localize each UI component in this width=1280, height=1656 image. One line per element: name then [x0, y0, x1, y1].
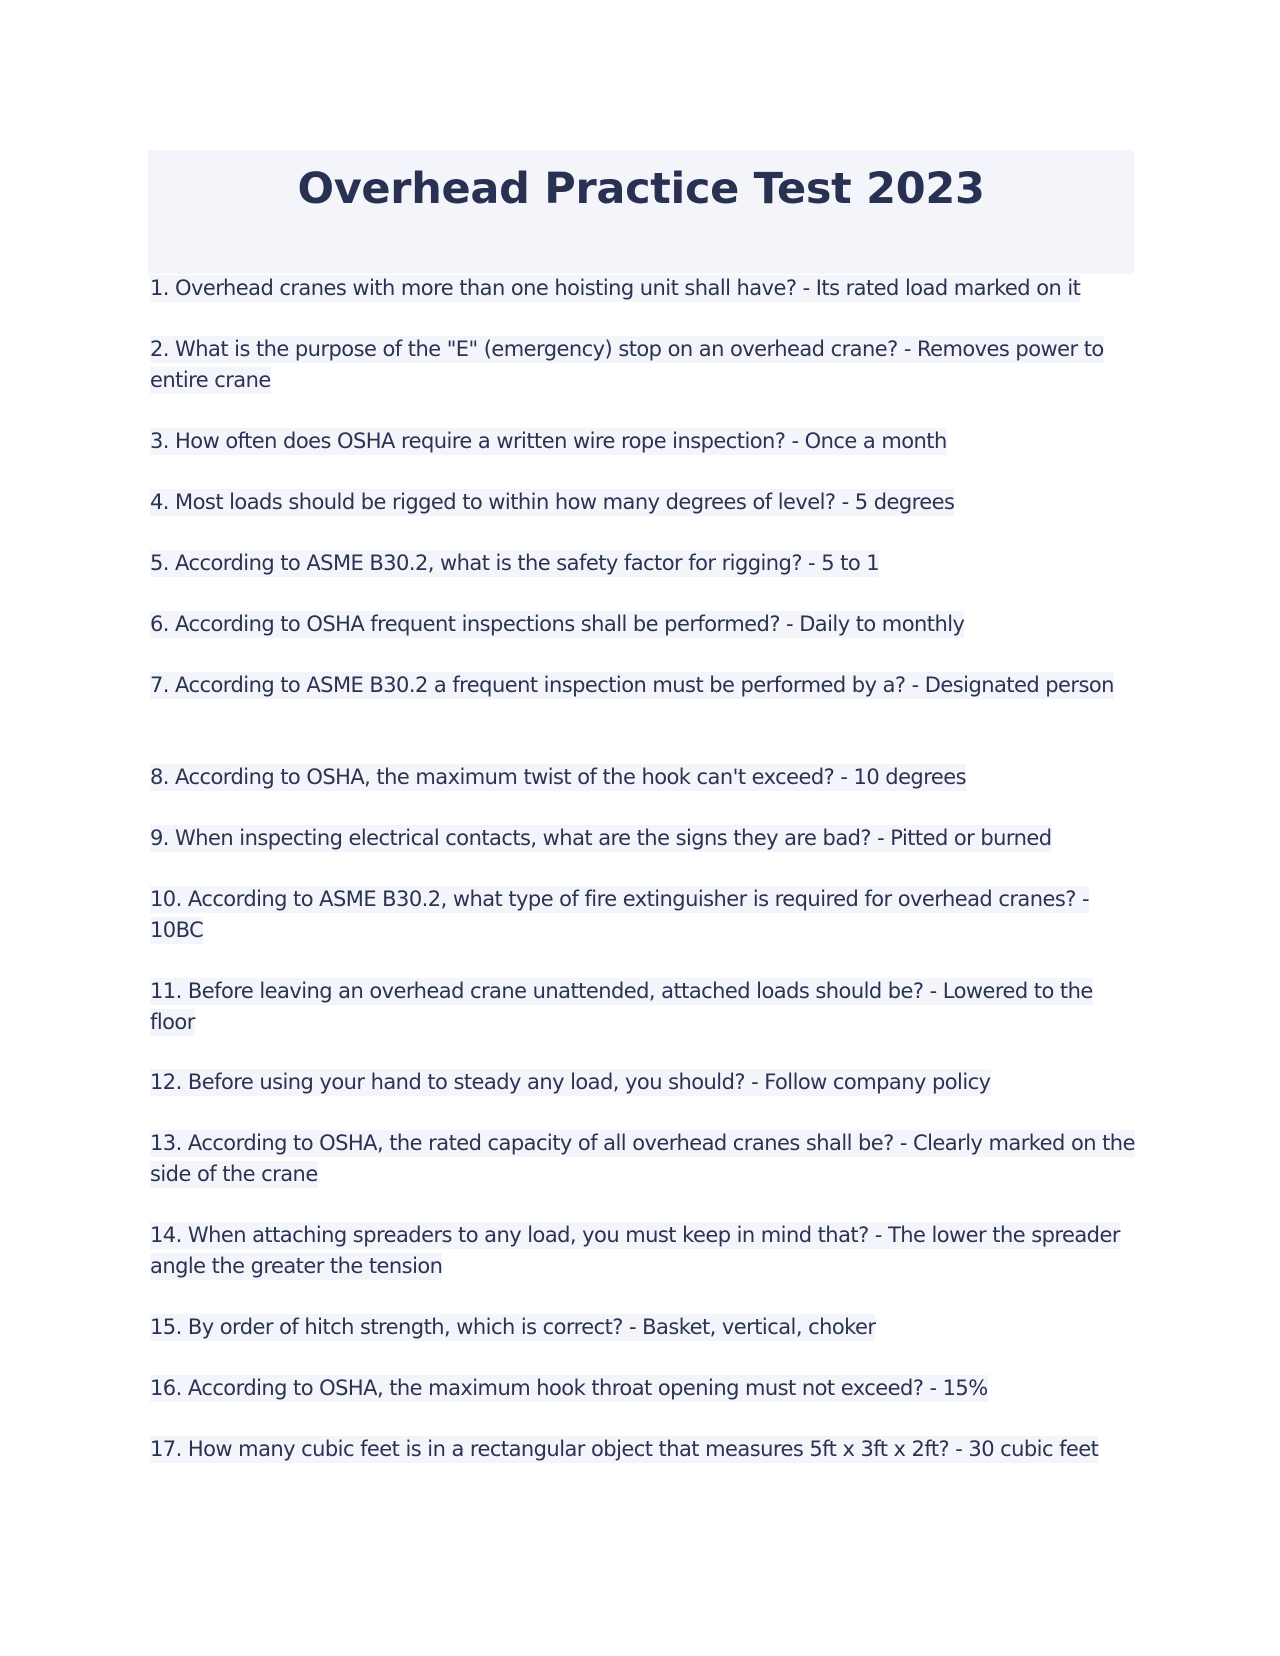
- question-text: 5. According to ASME B30.2, what is the safety factor for rigging? - 5 to 1: [150, 551, 880, 575]
- question-item-10: [150, 884, 1135, 946]
- question-text: 3. How often does OSHA require a written wire rope inspection? - Once a month: [150, 429, 947, 453]
- question-text: 1. Overhead cranes with more than one hoisting unit shall have? - Its rated load marked on it: [150, 276, 1081, 300]
- question-text: 10. According to ASME B30.2, what type of fire extinguisher is required for overhead cranes? - 10BC: [150, 887, 1090, 942]
- question-item-16: [150, 1373, 1135, 1404]
- question-item-6: [150, 609, 1135, 640]
- question-item-7: [150, 670, 1135, 701]
- question-text: 6. According to OSHA frequent inspections shall be performed? - Daily to monthly: [150, 612, 965, 636]
- question-text: 2. What is the purpose of the "E" (emergency) stop on an overhead crane? - Removes power to entire crane: [150, 337, 1104, 392]
- question-text: 16. According to OSHA, the maximum hook throat opening must not exceed? - 15%: [150, 1376, 988, 1400]
- title-banner: [148, 150, 1134, 274]
- question-item-3: [150, 426, 1135, 457]
- question-item-13: [150, 1128, 1135, 1190]
- question-item-8: [150, 762, 1135, 793]
- question-text: 15. By order of hitch strength, which is correct? - Basket, vertical, choker: [150, 1315, 876, 1339]
- question-text: 9. When inspecting electrical contacts, what are the signs they are bad? - Pitted or burned: [150, 826, 1052, 850]
- question-text: 13. According to OSHA, the rated capacity of all overhead cranes shall be? - Clearly marked on the side of the crane: [150, 1131, 1135, 1186]
- question-item-17: [150, 1434, 1135, 1465]
- question-item-11: [150, 976, 1135, 1038]
- question-text: 14. When attaching spreaders to any load, you must keep in mind that? - The lower the spreader angle the greater the tension: [150, 1223, 1120, 1278]
- question-item-2: [150, 334, 1135, 396]
- question-item-5: [150, 548, 1135, 579]
- question-text: 11. Before leaving an overhead crane unattended, attached loads should be? - Lowered to the floor: [150, 979, 1093, 1034]
- question-text: 17. How many cubic feet is in a rectangular object that measures 5ft x 3ft x 2ft? - 30 cubic feet: [150, 1437, 1099, 1461]
- question-item-1: [150, 273, 1135, 304]
- question-text: 4. Most loads should be rigged to within how many degrees of level? - 5 degrees: [150, 490, 955, 514]
- question-item-9: [150, 823, 1135, 854]
- question-item-14: [150, 1220, 1135, 1282]
- question-text: 8. According to OSHA, the maximum twist of the hook can't exceed? - 10 degrees: [150, 765, 966, 789]
- page-title: Overhead Practice Test 2023: [297, 164, 985, 214]
- question-item-15: [150, 1312, 1135, 1343]
- question-text: 7. According to ASME B30.2 a frequent inspection must be performed by a? - Designated person: [150, 673, 1114, 697]
- question-text: 12. Before using your hand to steady any load, you should? - Follow company policy: [150, 1070, 991, 1094]
- question-item-12: [150, 1067, 1135, 1098]
- question-item-4: [150, 487, 1135, 518]
